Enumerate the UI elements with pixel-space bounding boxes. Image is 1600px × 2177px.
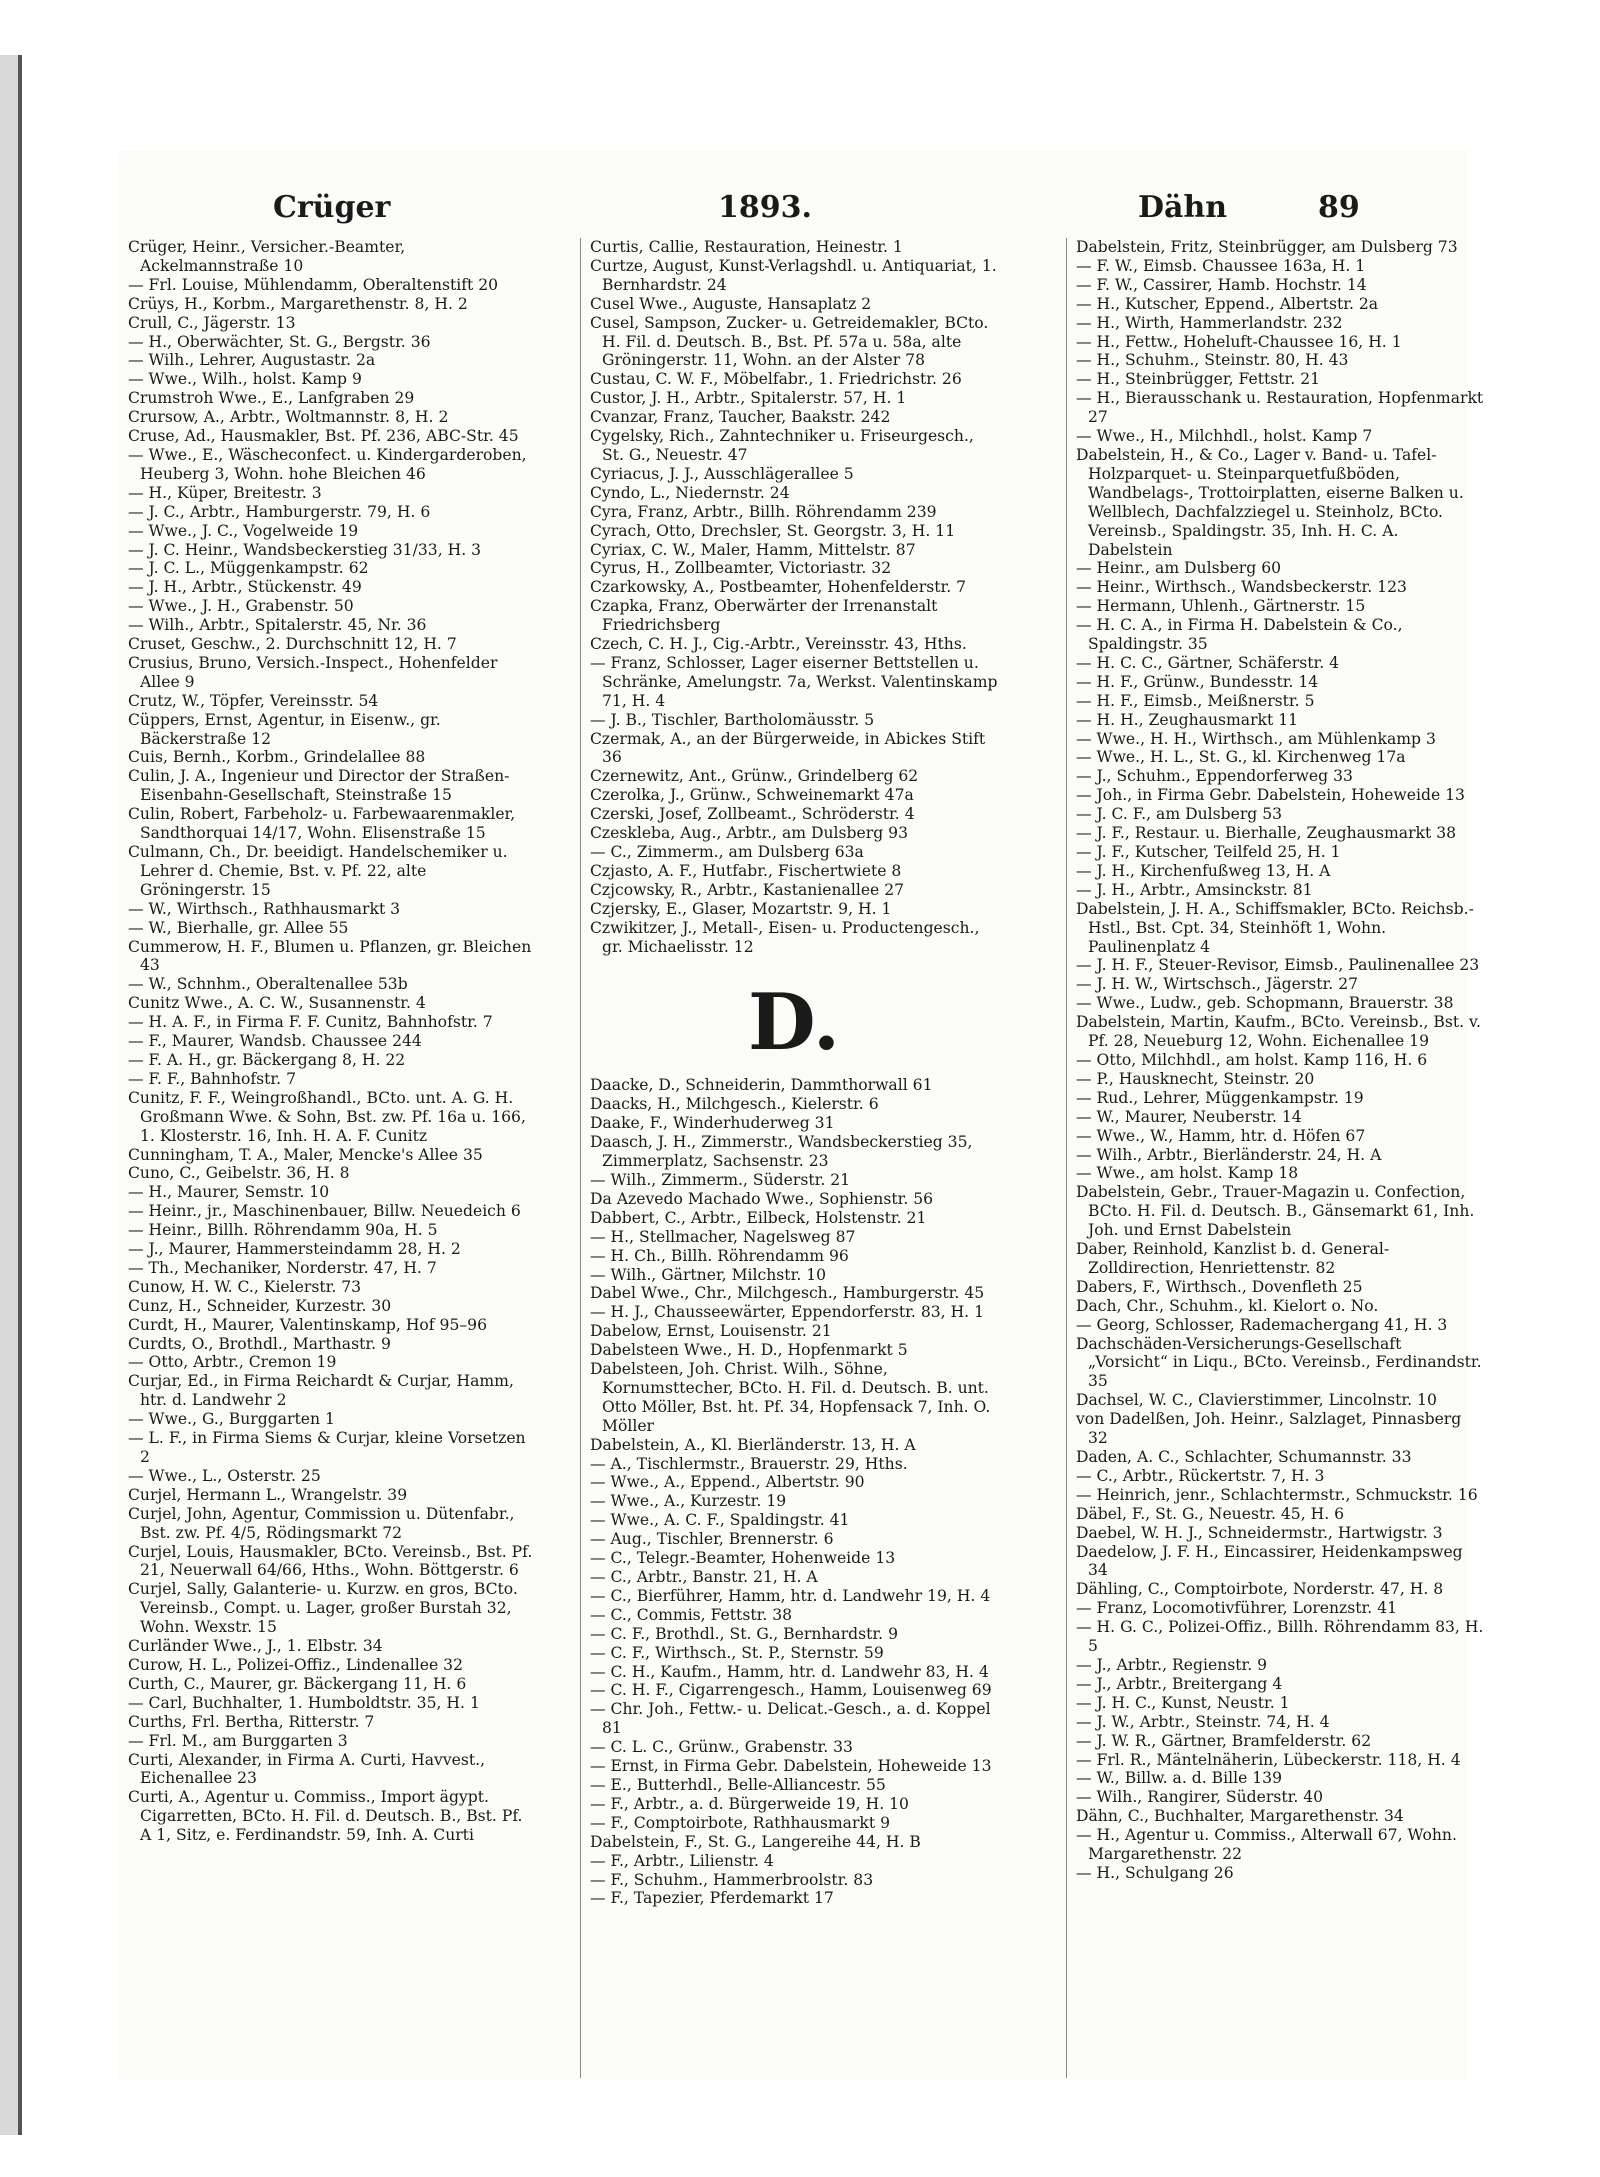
column-2 [590,238,998,1908]
directory-entry: — Heinr., am Dulsberg 60 [1076,559,1282,578]
directory-entry: — H., Schuhm., Steinstr. 80, H. 43 [1076,351,1349,370]
directory-entry: Cunz, H., Schneider, Kurzestr. 30 [128,1296,392,1315]
directory-entry: Czermak, A., an der Bürgerweide, in Abickes Stift 36 [590,729,986,767]
directory-entry: — W., Maurer, Neuberstr. 14 [1076,1107,1302,1126]
directory-entry: — Frl. Louise, Mühlendamm, Oberaltenstift 20 [128,275,499,294]
directory-entry: — W., Bierhalle, gr. Allee 55 [128,918,349,937]
directory-entry: Czwikitzer, J., Metall-, Eisen- u. Productengesch., gr. Michaelisstr. 12 [590,918,980,956]
directory-entry: — Wwe., A., Kurzestr. 19 [590,1492,787,1511]
directory-entry: Dabelsteen Wwe., H. D., Hopfenmarkt 5 [590,1341,908,1360]
directory-entry: — Wwe., H. H., Wirthsch., am Mühlenkamp 3 [1076,729,1436,748]
directory-entry: — F., Maurer, Wandsb. Chaussee 244 [128,1032,422,1051]
directory-entry: Cyra, Franz, Arbtr., Billh. Röhrendamm 239 [590,502,937,521]
directory-entry: — Joh., in Firma Gebr. Dabelstein, Hoheweide 13 [1076,786,1465,805]
directory-entry: Cruset, Geschw., 2. Durchschnitt 12, H. 7 [128,635,457,654]
directory-entry: Czerski, Josef, Zollbeamt., Schröderstr. 4 [590,805,915,824]
directory-entry: — J. C. L., Müggenkampstr. 62 [128,559,369,578]
directory-entry: — Wwe., A., Eppend., Albertstr. 90 [590,1473,865,1492]
directory-entry: Czjasto, A. F., Hutfabr., Fischertwiete 8 [590,861,902,880]
directory-entry: — Frl. R., Mäntelnäherin, Lübeckerstr. 118, H. 4 [1076,1750,1461,1769]
directory-entry: — C. H. F., Cigarrengesch., Hamm, Louisenweg 69 [590,1681,992,1700]
directory-entry: Cunitz Wwe., A. C. W., Susannenstr. 4 [128,994,426,1013]
directory-entry: — H. G. C., Polizei-Offiz., Billh. Röhrendamm 83, H. 5 [1076,1618,1484,1656]
directory-entry: — C., Arbtr., Banstr. 21, H. A [590,1568,818,1586]
directory-entry: — H. H., Zeughausmarkt 11 [1076,710,1299,729]
directory-entry: — H., Maurer, Semstr. 10 [128,1183,330,1202]
directory-entry: — C., Zimmerm., am Dulsberg 63a [590,843,864,861]
column-rule-2 [1066,238,1067,2078]
directory-entry: Cunitz, F. F., Weingroßhandl., BCto. unt. A. G. H. Großmann Wwe. & Sohn, Bst. zw. Pf. 16a u. 166, 1. Klosterstr. 16, Inh. H. A. F. Cunitz [128,1088,526,1145]
directory-entry: Culin, Robert, Farbeholz- u. Farbewaarenmakler, Sandthorquai 14/17, Wohn. Elisenstraße 15 [128,805,516,843]
directory-entry: Czeskleba, Aug., Arbtr., am Dulsberg 93 [590,824,908,843]
directory-entry: — C. F., Brothdl., St. G., Bernhardstr. 9 [590,1624,898,1643]
directory-entry: — Frl. M., am Burggarten 3 [128,1731,348,1750]
directory-entry: — Franz, Schlosser, Lager eiserner Bettstellen u. Schränke, Amelungstr. 7a, Werkst. Valentinskamp 71, H. 4 [590,653,998,710]
directory-entry: Cyrus, H., Zollbeamter, Victoriastr. 32 [590,559,892,578]
directory-entry: Curtis, Callie, Restauration, Heinestr. 1 [590,238,903,256]
directory-entry: Da Azevedo Machado Wwe., Sophienstr. 56 [590,1189,934,1208]
directory-entry: — F. F., Bahnhofstr. 7 [128,1069,297,1088]
directory-entry: Dähn, C., Buchhalter, Margarethenstr. 34 [1076,1807,1404,1826]
directory-entry: — J. F., Kutscher, Teilfeld 25, H. 1 [1076,843,1341,861]
directory-entry: — Wwe., J. C., Vogelweide 19 [128,521,359,540]
directory-entry: Crumstroh Wwe., E., Lanfgraben 29 [128,389,415,408]
directory-entry: — P., Hausknecht, Steinstr. 20 [1076,1069,1315,1088]
directory-entry: Czjcowsky, R., Arbtr., Kastanienallee 27 [590,880,905,899]
directory-entry: Cunow, H. W. C., Kielerstr. 73 [128,1277,362,1296]
header-right-keyword: Dähn [1138,190,1228,225]
directory-entry: — Heinr., jr., Maschinenbauer, Billw. Neuedeich 6 [128,1202,521,1221]
directory-entry: — F., Arbtr., a. d. Bürgerweide 19, H. 10 [590,1794,909,1813]
directory-entry: Curti, A., Agentur u. Commiss., Import ägypt. Cigarretten, BCto. H. Fil. d. Deutsch. B., Bst. Pf. A 1, Sitz, e. Ferdinandstr. 59, Inh. A. Curti [128,1788,523,1845]
directory-entry: — C. L. C., Grünw., Grabenstr. 33 [590,1738,853,1757]
directory-entry: Cuno, C., Geibelstr. 36, H. 8 [128,1164,350,1183]
directory-entry: Custor, J. H., Arbtr., Spitalerstr. 57, H. 1 [590,389,907,408]
directory-entry: Crusius, Bruno, Versich.-Inspect., Hohenfelder Allee 9 [128,653,498,691]
directory-entry: — J. H., Arbtr., Stückenstr. 49 [128,578,362,597]
directory-entry: Curjel, Louis, Hausmakler, BCto. Vereinsb., Bst. Pf. 21, Neuerwall 64/66, Hths., Wohn. Böttgerstr. 6 [128,1542,533,1580]
directory-entry: Däbel, F., St. G., Neuestr. 45, H. 6 [1076,1504,1345,1523]
directory-entry: von Dadelßen, Joh. Heinr., Salzlaget, Pinnasberg 32 [1076,1410,1462,1448]
directory-entry: Daake, F., Winderhuderweg 31 [590,1114,835,1133]
directory-entry: — F. A. H., gr. Bäckergang 8, H. 22 [128,1050,406,1069]
directory-entry: Curth, C., Maurer, gr. Bäckergang 11, H. 6 [128,1674,467,1693]
directory-entry: Dabelstein, Martin, Kaufm., BCto. Vereinsb., Bst. v. Pf. 28, Neueburg 12, Wohn. Eichenallee 19 [1076,1013,1481,1051]
directory-entry: — H. F., Eimsb., Meißnerstr. 5 [1076,691,1315,710]
directory-entry: — Wilh., Gärtner, Milchstr. 10 [590,1265,827,1284]
directory-entry: — F., Comptoirbote, Rathhausmarkt 9 [590,1813,890,1832]
header-left-keyword: Crüger [273,190,391,225]
directory-entry: — C., Telegr.-Beamter, Hohenweide 13 [590,1549,896,1568]
scan-binding-shadow [18,55,22,2135]
directory-entry: Dachschäden-Versicherungs-Gesellschaft „Vorsicht“ in Liqu., BCto. Vereinsb., Ferdinandstr. 35 [1076,1334,1482,1391]
directory-entry: — C., Arbtr., Rückertstr. 7, H. 3 [1076,1466,1325,1485]
directory-entry: Cummerow, H. F., Blumen u. Pflanzen, gr. Bleichen 43 [128,937,532,975]
column-1 [128,238,536,1845]
directory-entry: Cyriacus, J. J., Ausschlägerallee 5 [590,464,854,483]
directory-entry: — Chr. Joh., Fettw.- u. Delicat.-Gesch., a. d. Koppel 81 [590,1700,991,1738]
directory-entry: Dabelstein, H., & Co., Lager v. Band- u. Tafel-Holzparquet- u. Steinparquetfußböden, Wandbelags-, Trottoirplatten, eiserne Balken u. Wellblech, Dachfalzziegel u. Steinholz, BCto. Vereinsb., Spaldingstr. 35, Inh. H. C. A. Dabelstein [1076,445,1464,559]
directory-entry: Cyriax, C. W., Maler, Hamm, Mittelstr. 87 [590,540,916,559]
directory-entry: — F., Tapezier, Pferdemarkt 17 [590,1889,834,1908]
directory-entry: — Otto, Arbtr., Cremon 19 [128,1353,337,1372]
directory-entry: — W., Billw. a. d. Bille 139 [1076,1769,1283,1788]
directory-entry: Dabelstein, F., St. G., Langereihe 44, H. B [590,1832,921,1851]
directory-entry: — C., Commis, Fettstr. 38 [590,1605,793,1624]
directory-entry: — J., Arbtr., Breitergang 4 [1076,1674,1283,1693]
directory-entry: Daber, Reinhold, Kanzlist b. d. General-Zolldirection, Henriettenstr. 82 [1076,1240,1390,1277]
directory-entry: — Georg, Schlosser, Rademachergang 41, H. 3 [1076,1315,1448,1334]
directory-entry: Cygelsky, Rich., Zahntechniker u. Friseurgesch., St. G., Neuestr. 47 [590,427,974,464]
directory-entry: — L. F., in Firma Siems & Curjar, kleine Vorsetzen 2 [128,1429,526,1466]
directory-entry: Dabbert, C., Arbtr., Eilbeck, Holstenstr. 21 [590,1208,927,1227]
directory-entry: — J. C., Arbtr., Hamburgerstr. 79, H. 6 [128,502,431,521]
directory-entry: — Heinr., Billh. Röhrendamm 90a, H. 5 [128,1221,438,1240]
directory-entry: — C., Bierführer, Hamm, htr. d. Landwehr 19, H. 4 [590,1586,991,1605]
column-3 [1076,238,1484,1883]
directory-entry: — H., Fettw., Hoheluft-Chaussee 16, H. 1 [1076,332,1402,351]
directory-entry: Cyrach, Otto, Drechsler, St. Georgstr. 3, H. 11 [590,521,956,540]
directory-entry: — H., Agentur u. Commiss., Alterwall 67, Wohn. Margarethenstr. 22 [1076,1826,1457,1864]
directory-entry: — H. C. C., Gärtner, Schäferstr. 4 [1076,653,1340,672]
directory-entry: Daacke, D., Schneiderin, Dammthorwall 61 [590,1076,933,1095]
directory-entry: — Wwe., Wilh., holst. Kamp 9 [128,370,362,389]
directory-page [118,150,1484,2080]
header-year: 1893. [718,190,812,225]
directory-entry: Cvanzar, Franz, Taucher, Baakstr. 242 [590,408,891,427]
directory-entry: — W., Schnhm., Oberaltenallee 53b [128,975,408,994]
directory-entry: Dabelsteen, Joh. Christ. Wilh., Söhne, Kornumsttecher, BCto. H. Fil. d. Deutsch. B. unt. Otto Möller, Bst. ht. Pf. 34, Hopfensack 7, Inh. O. Möller [590,1360,991,1435]
directory-entry: Custau, C. W. F., Möbelfabr., 1. Friedrichstr. 26 [590,370,962,389]
directory-entry: — Wilh., Zimmerm., Süderstr. 21 [590,1170,851,1189]
directory-entry: — J. H. C., Kunst, Neustr. 1 [1076,1693,1290,1712]
directory-entry: Daasch, J. H., Zimmerstr., Wandsbeckerstieg 35, Zimmerplatz, Sachsenstr. 23 [590,1133,973,1171]
directory-entry: — Wwe., G., Burggarten 1 [128,1410,335,1429]
directory-entry: Czarkowsky, A., Postbeamter, Hohenfelderstr. 7 [590,578,967,597]
running-header [118,190,1468,230]
directory-entry: Dabel Wwe., Chr., Milchgesch., Hamburgerstr. 45 [590,1284,985,1303]
directory-entry: — H., Wirth, Hammerlandstr. 232 [1076,313,1343,332]
directory-entry: — J. B., Tischler, Bartholomäusstr. 5 [590,710,875,729]
directory-entry: Curtze, August, Kunst-Verlagshdl. u. Antiquariat, 1. Bernhardstr. 24 [590,256,997,294]
directory-entry: Dach, Chr., Schuhm., kl. Kielort o. No. [1076,1296,1379,1315]
directory-entry: — Wwe., W., Hamm, htr. d. Höfen 67 [1076,1126,1366,1145]
directory-entry: — Wwe., am holst. Kamp 18 [1076,1164,1299,1183]
directory-entry: Culin, J. A., Ingenieur und Director der Straßen-Eisenbahn-Gesellschaft, Steinstraße 15 [128,767,510,805]
directory-entry: Dabelstein, Fritz, Steinbrügger, am Dulsberg 73 [1076,238,1458,256]
directory-entry: — J., Arbtr., Regienstr. 9 [1076,1655,1268,1674]
directory-entry: — J. C. F., am Dulsberg 53 [1076,805,1283,824]
directory-entry: — Wwe., Ludw., geb. Schopmann, Brauerstr. 38 [1076,994,1454,1013]
directory-entry: — F., Arbtr., Lilienstr. 4 [590,1851,774,1870]
directory-entry: — Th., Mechaniker, Norderstr. 47, H. 7 [128,1258,437,1277]
directory-entry: Dabelstein, A., Kl. Bierländerstr. 13, H. A [590,1435,916,1454]
directory-entry: Curow, H. L., Polizei-Offiz., Lindenallee 32 [128,1655,463,1674]
directory-entry: — H. Ch., Billh. Röhrendamm 96 [590,1246,849,1265]
directory-entry: — J. C. Heinr., Wandsbeckerstieg 31/33, H. 3 [128,540,482,559]
directory-entry: Curländer Wwe., J., 1. Elbstr. 34 [128,1637,383,1656]
directory-entry: Curjel, Hermann L., Wrangelstr. 39 [128,1485,408,1504]
directory-entry: Curjar, Ed., in Firma Reichardt & Curjar, Hamm, htr. d. Landwehr 2 [128,1372,514,1410]
directory-entry: — Wilh., Arbtr., Spitalerstr. 45, Nr. 36 [128,616,427,635]
directory-entry: Czjersky, E., Glaser, Mozartstr. 9, H. 1 [590,899,892,918]
directory-entry: — Wilh., Rangirer, Süderstr. 40 [1076,1788,1324,1807]
directory-entry: — C. H., Kaufm., Hamm, htr. d. Landwehr 83, H. 4 [590,1662,989,1681]
directory-entry: — H., Küper, Breitestr. 3 [128,483,322,502]
directory-entry: — H., Oberwächter, St. G., Bergstr. 36 [128,332,431,351]
directory-entry: Culmann, Ch., Dr. beeidigt. Handelschemiker u. Lehrer d. Chemie, Bst. v. Pf. 22, alte Gröningerstr. 15 [128,843,508,899]
directory-entry: Dachsel, W. C., Clavierstimmer, Lincolnstr. 10 [1076,1391,1437,1410]
directory-entry: — Wilh., Lehrer, Augustastr. 2a [128,351,376,370]
directory-entry: Crüys, H., Korbm., Margarethenstr. 8, H. 2 [128,294,468,313]
scan-left-edge [0,55,18,2135]
directory-entry: Czerolka, J., Grünw., Schweinemarkt 47a [590,786,914,805]
directory-entry: Dähling, C., Comptoirbote, Norderstr. 47, H. 8 [1076,1580,1444,1599]
directory-entry: Cunningham, T. A., Maler, Mencke's Allee 35 [128,1145,483,1164]
directory-entry: — Heinrich, jenr., Schlachtermstr., Schmuckstr. 16 [1076,1485,1478,1504]
directory-entry: — Otto, Milchhdl., am holst. Kamp 116, H. 6 [1076,1050,1428,1069]
directory-entry: — W., Wirthsch., Rathhausmarkt 3 [128,899,401,918]
directory-entry: Cusel Wwe., Auguste, Hansaplatz 2 [590,294,872,313]
directory-entry: — J. W., Arbtr., Steinstr. 74, H. 4 [1076,1712,1330,1731]
directory-entry: — F. W., Cassirer, Hamb. Hochstr. 14 [1076,275,1367,294]
directory-entry: — H., Schulgang 26 [1076,1863,1234,1882]
directory-entry: Daden, A. C., Schlachter, Schumannstr. 33 [1076,1448,1412,1466]
directory-entry: Crutz, W., Töpfer, Vereinsstr. 54 [128,691,379,710]
directory-entry: — F., Schuhm., Hammerbroolstr. 83 [590,1870,874,1889]
directory-entry: Czech, C. H. J., Cig.-Arbtr., Vereinsstr. 43, Hths. [590,635,967,654]
directory-entry: — Heinr., Wirthsch., Wandsbeckerstr. 123 [1076,578,1407,597]
directory-entry: — E., Butterhdl., Belle-Alliancestr. 55 [590,1775,886,1794]
directory-entry: — J. H., Kirchenfußweg 13, H. A [1076,861,1331,880]
directory-entry: — J. H. F., Steuer-Revisor, Eimsb., Paulinenallee 23 [1076,956,1480,975]
directory-entry: Crull, C., Jägerstr. 13 [128,313,296,332]
directory-entry: — H., Kutscher, Eppend., Albertstr. 2a [1076,294,1379,313]
directory-entry: — Hermann, Uhlenh., Gärtnerstr. 15 [1076,597,1366,616]
directory-entry: Daebel, W. H. J., Schneidermstr., Hartwigstr. 3 [1076,1523,1443,1542]
directory-entry: — J. H., Arbtr., Amsinckstr. 81 [1076,880,1313,899]
directory-entry: — Wwe., J. H., Grabenstr. 50 [128,597,354,616]
directory-entry: — J. W. R., Gärtner, Bramfelderstr. 62 [1076,1731,1372,1750]
directory-entry: — Wwe., H. L., St. G., kl. Kirchenweg 17a [1076,748,1406,767]
directory-entry: — J. H. W., Wirtschsch., Jägerstr. 27 [1076,975,1359,994]
directory-entry: — H., Bierausschank u. Restauration, Hopfenmarkt 27 [1076,389,1484,427]
directory-entry: — J., Maurer, Hammersteindamm 28, H. 2 [128,1240,461,1259]
directory-entry: Crursow, A., Arbtr., Woltmannstr. 8, H. 2 [128,408,449,427]
directory-entry: Czernewitz, Ant., Grünw., Grindelberg 62 [590,767,919,786]
directory-entry: Dabelow, Ernst, Louisenstr. 21 [590,1322,832,1341]
directory-entry: Dabelstein, J. H. A., Schiffsmakler, BCto. Reichsb.-Hstl., Bst. Cpt. 34, Steinhöft 1, Wohn. Paulinenplatz 4 [1076,899,1474,956]
column-rule-1 [580,238,581,2078]
directory-entry: — Wwe., H., Milchhdl., holst. Kamp 7 [1076,427,1373,446]
directory-entry: — J. F., Restaur. u. Bierhalle, Zeughausmarkt 38 [1076,824,1457,843]
directory-entry: — Ernst, in Firma Gebr. Dabelstein, Hoheweide 13 [590,1757,992,1776]
directory-entry: — Wwe., E., Wäscheconfect. u. Kindergarderoben, Heuberg 3, Wohn. hohe Bleichen 46 [128,445,527,483]
directory-entry: Curdt, H., Maurer, Valentinskamp, Hof 95–96 [128,1315,488,1334]
directory-entry: Cüppers, Ernst, Agentur, in Eisenw., gr. Bäckerstraße 12 [128,710,441,748]
directory-entry: Curti, Alexander, in Firma A. Curti, Havvest., Eichenallee 23 [128,1750,486,1788]
directory-entry: — Wilh., Arbtr., Bierländerstr. 24, H. A [1076,1145,1382,1164]
directory-entry: Cuis, Bernh., Korbm., Grindelallee 88 [128,748,426,767]
directory-entry: — C. F., Wirthsch., St. P., Sternstr. 59 [590,1643,884,1662]
directory-entry: — H. J., Chausseewärter, Eppendorferstr. 83, H. 1 [590,1303,985,1322]
directory-entry: Daedelow, J. F. H., Eincassirer, Heidenkampsweg 34 [1076,1542,1463,1580]
directory-entry: Cruse, Ad., Hausmakler, Bst. Pf. 236, ABC-Str. 45 [128,427,519,446]
directory-entry: Cusel, Sampson, Zucker- u. Getreidemakler, BCto. H. Fil. d. Deutsch. B., Bst. Pf. 57a u. 58a, alte Gröningerstr. 11, Wohn. an der Alster 78 [590,313,989,370]
letter-section-heading: D. [747,977,840,1069]
column-2-top-entries [590,238,998,956]
directory-entry: — Franz, Locomotivführer, Lorenzstr. 41 [1076,1599,1398,1618]
directory-entry: — H. C. A., in Firma H. Dabelstein & Co., Spaldingstr. 35 [1076,616,1403,654]
directory-entry: — A., Tischlermstr., Brauerstr. 29, Hths. [590,1454,908,1473]
column-2-d-entries [590,1076,998,1908]
directory-entry: — H. F., Grünw., Bundesstr. 14 [1076,672,1319,691]
directory-entry: — H., Steinbrügger, Fettstr. 21 [1076,370,1321,389]
directory-entry: Daacks, H., Milchgesch., Kielerstr. 6 [590,1095,879,1114]
directory-entry: Crüger, Heinr., Versicher.-Beamter, Ackelmannstraße 10 [128,238,406,275]
directory-entry: Curths, Frl. Bertha, Ritterstr. 7 [128,1712,375,1731]
directory-entry: — Rud., Lehrer, Müggenkampstr. 19 [1076,1088,1364,1107]
directory-entry: — Wwe., A. C. F., Spaldingstr. 41 [590,1511,850,1530]
directory-entry: — J., Schuhm., Eppendorferweg 33 [1076,767,1353,786]
directory-entry: — Aug., Tischler, Brennerstr. 6 [590,1530,834,1549]
directory-entry: Dabers, F., Wirthsch., Dovenfleth 25 [1076,1277,1363,1296]
directory-entry: Curjel, Sally, Galanterie- u. Kurzw. en gros, BCto. Vereinsb., Compt. u. Lager, großer Burstah 32, Wohn. Wexstr. 15 [128,1580,518,1637]
directory-entry: — F. W., Eimsb. Chaussee 163a, H. 1 [1076,256,1366,275]
directory-entry: Dabelstein, Gebr., Trauer-Magazin u. Confection, BCto. H. Fil. d. Deutsch. B., Gänsemarkt 61, Inh. Joh. und Ernst Dabelstein [1076,1183,1475,1240]
directory-entry: — H., Stellmacher, Nagelsweg 87 [590,1227,856,1246]
page-number: 89 [1318,190,1360,225]
directory-entry: Czapka, Franz, Oberwärter der Irrenanstalt Friedrichsberg [590,597,938,635]
directory-entry: Curjel, John, Agentur, Commission u. Dütenfabr., Bst. zw. Pf. 4/5, Rödingsmarkt 72 [128,1504,515,1542]
directory-entry: Cyndo, L., Niedernstr. 24 [590,483,790,502]
directory-entry: — H. A. F., in Firma F. F. Cunitz, Bahnhofstr. 7 [128,1013,493,1032]
directory-entry: Curdts, O., Brothdl., Marthastr. 9 [128,1334,391,1353]
directory-entry: — Carl, Buchhalter, 1. Humboldtstr. 35, H. 1 [128,1693,480,1712]
directory-entry: — Wwe., L., Osterstr. 25 [128,1466,321,1485]
